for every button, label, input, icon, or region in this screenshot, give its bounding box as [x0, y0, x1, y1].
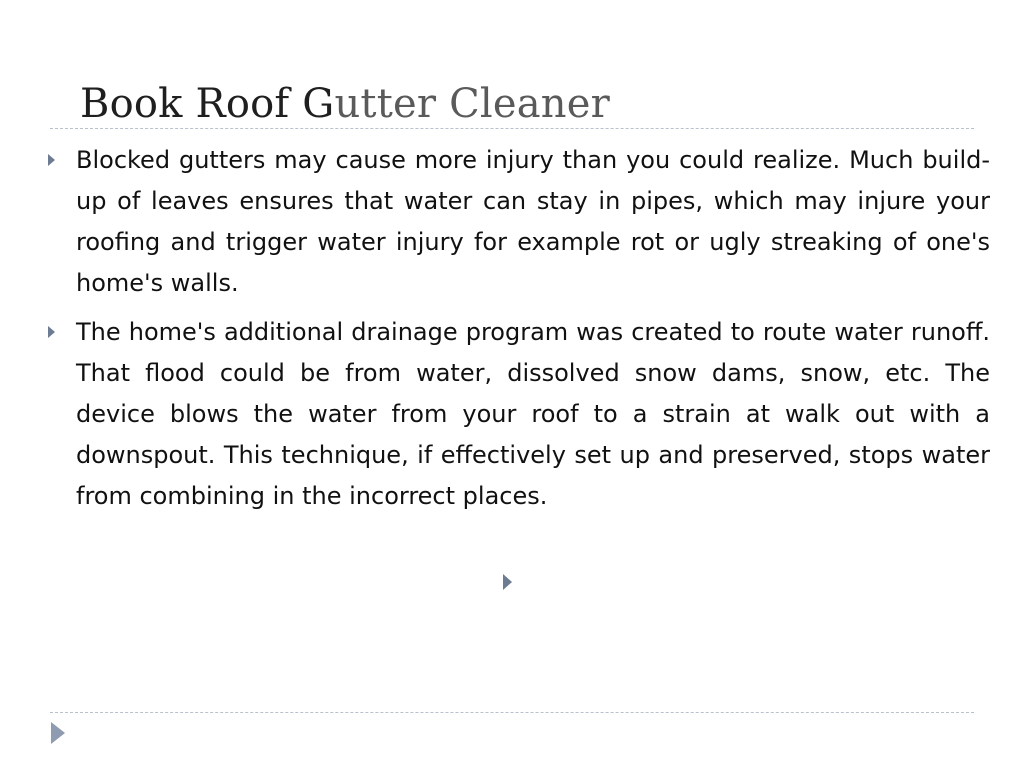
bullet-arrow-icon	[48, 326, 55, 338]
empty-bullet-arrow-icon	[503, 574, 512, 590]
bullet-arrow-icon	[48, 154, 55, 166]
bullet-text: The home's additional drainage program was created to route water runoff. That flood could be from water, dissolved snow dams, snow, etc. The device blows the water from your roof to a strain at walk out with a downspout. This technique, if effectively set up and preserved, stops water from combining in the incorrect places.	[76, 318, 990, 510]
footer-divider	[50, 712, 974, 713]
slide-title-part-1: Book Roof G	[80, 81, 335, 127]
slide-title-part-2: utter Cleaner	[334, 81, 610, 127]
bullet-text: Blocked gutters may cause more injury than you could realize. Much build-up of leaves ensures that water can stay in pipes, which may injure your roofing and trigger water injury for example rot or ugly streaking of one's home's walls.	[76, 146, 990, 297]
bullet-item	[44, 312, 990, 517]
slide-title	[80, 78, 610, 130]
title-divider	[50, 128, 974, 129]
bullet-list	[44, 140, 990, 525]
bullet-item	[44, 140, 990, 304]
next-slide-icon[interactable]	[51, 722, 65, 744]
